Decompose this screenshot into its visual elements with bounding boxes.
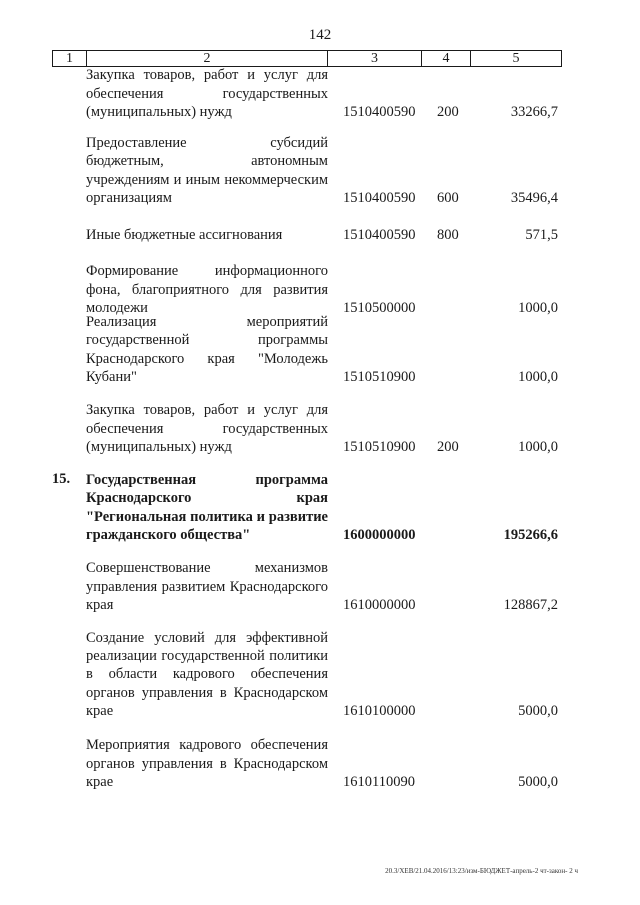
column-header-3: 3 [328, 51, 422, 67]
row-sum: 1000,0 [518, 369, 558, 385]
table-row [0, 67, 640, 121]
table-row-program [0, 470, 640, 544]
table-row [0, 314, 640, 386]
table-row [0, 224, 640, 244]
row-name: Закупка товаров, работ и услуг для обеспечения государственных (муниципальных) нужд [86, 67, 328, 120]
row-type: 200 [437, 439, 459, 455]
table-row [0, 736, 640, 791]
row-code: 1510510900 [343, 369, 416, 385]
row-sum: 1000,0 [518, 300, 558, 316]
row-sum: 33266,7 [510, 104, 558, 120]
table-row [0, 400, 640, 456]
page-number: 142 [308, 27, 332, 43]
table-row [0, 135, 640, 207]
row-code: 1510400590 [343, 227, 416, 243]
table-row [0, 558, 640, 614]
row-sum: 1000,0 [518, 439, 558, 455]
row-code: 1610100000 [343, 703, 416, 719]
column-header-2: 2 [87, 51, 328, 67]
row-sum: 5000,0 [518, 703, 558, 719]
row-code: 1510400590 [343, 104, 416, 120]
table-row [0, 628, 640, 720]
row-name: Иные бюджетные ассигнования [86, 226, 283, 243]
row-name: Создание условий для эффективной реализации государственной политики в области кадрового обеспечения органов управления в Краснодарском крае [86, 629, 328, 719]
row-type: 200 [437, 104, 459, 120]
row-type: 800 [437, 227, 459, 243]
column-header-4: 4 [422, 51, 471, 67]
row-sum: 5000,0 [518, 774, 558, 790]
row-name: Мероприятия кадрового обеспечения органов управления в Краснодарском крае [86, 737, 328, 790]
row-name: Предоставление субсидий бюджетным, автономным учреждениям и иным некоммерческим организациям [86, 135, 328, 206]
column-header-1: 1 [53, 51, 87, 67]
row-name: Формирование информационного фона, благоприятного для развития молодежи [86, 263, 328, 316]
row-sum: 571,5 [525, 227, 558, 243]
row-sum: 128867,2 [503, 597, 558, 613]
document-footer: 20.3/ХЕВ/21.04.2016/13:23/изм-БЮДЖЕТ-апрель-2 чт-закон- 2 ч [385, 867, 578, 875]
row-number: 15. [52, 471, 71, 487]
row-code: 1510510900 [343, 439, 416, 455]
row-code: 1610000000 [343, 597, 416, 613]
row-name: Реализация мероприятий государственной программы Краснодарского края "Молодежь Кубани" [86, 314, 328, 385]
row-code: 1510500000 [343, 300, 416, 316]
column-header-5: 5 [471, 51, 562, 67]
row-code: 1510400590 [343, 190, 416, 206]
row-code: 1600000000 [343, 527, 416, 543]
row-code: 1610110090 [343, 774, 415, 790]
row-name: Совершенствование механизмов управления развитием Краснодарского края [86, 560, 328, 613]
row-sum: 195266,6 [503, 527, 558, 543]
row-type: 600 [437, 190, 459, 206]
row-name: Закупка товаров, работ и услуг для обеспечения государственных (муниципальных) нужд [86, 402, 328, 455]
row-name: Государственная программа Краснодарского края "Региональная политика и развитие гражданского общества" [86, 472, 328, 543]
table-row [0, 260, 640, 317]
row-sum: 35496,4 [510, 190, 558, 206]
